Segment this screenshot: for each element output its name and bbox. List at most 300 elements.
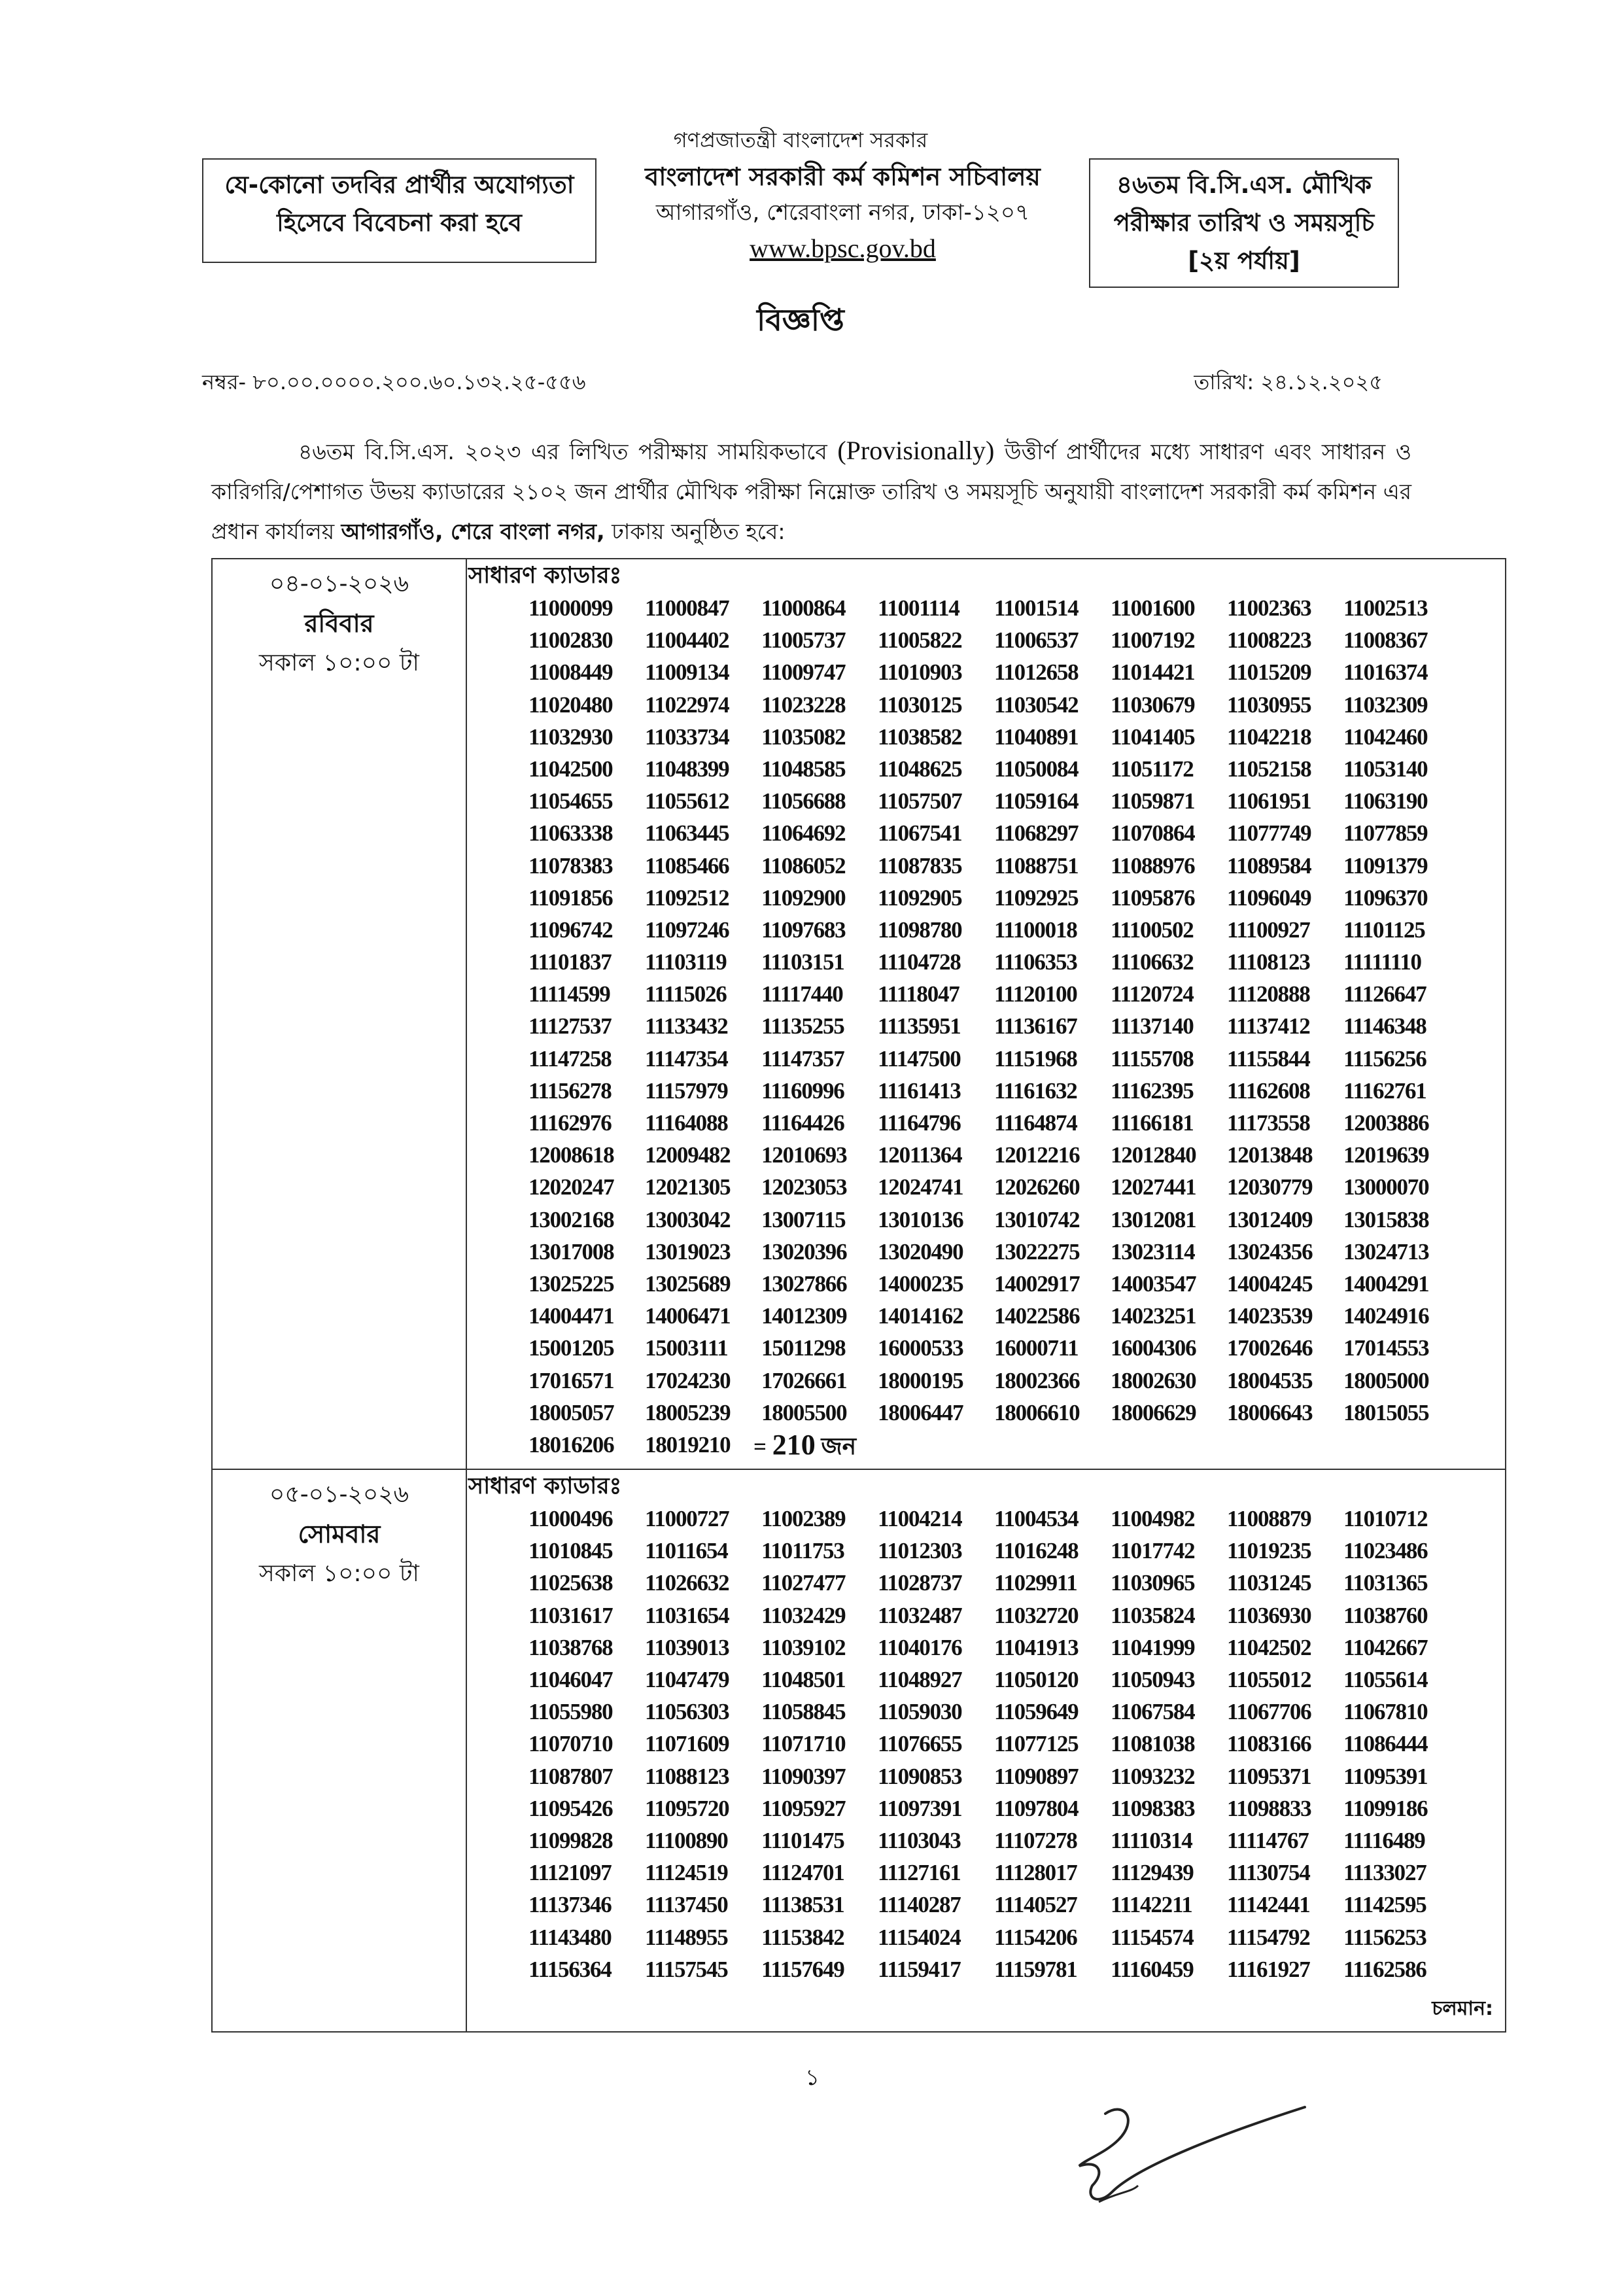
roll-number: 11064692 — [761, 820, 846, 847]
roll-number: 11156256 — [1343, 1045, 1426, 1072]
office-title: বাংলাদেশ সরকারী কর্ম কমিশন সচিবালয় — [645, 162, 1041, 191]
roll-number: 11017742 — [1111, 1538, 1195, 1564]
roll-grid-2 — [528, 1503, 1505, 1985]
roll-number: 11156278 — [528, 1077, 612, 1104]
roll-number: 11092905 — [878, 884, 962, 911]
roll-number: 14014162 — [878, 1303, 963, 1329]
roll-number: 14024916 — [1343, 1303, 1429, 1329]
roll-number: 11120724 — [1111, 981, 1194, 1007]
roll-number: 11117440 — [761, 981, 843, 1007]
roll-number: 17016571 — [528, 1367, 614, 1393]
roll-number: 11128017 — [994, 1860, 1077, 1886]
roll-number: 13017008 — [528, 1238, 614, 1265]
roll-number: 11100890 — [645, 1827, 728, 1853]
roll-number: 12026260 — [994, 1174, 1080, 1200]
roll-number: 15011298 — [761, 1335, 846, 1361]
roll-number: 11008223 — [1227, 627, 1311, 654]
schedule-slot-2-info — [213, 1470, 467, 2031]
roll-number: 11020480 — [528, 691, 613, 718]
total-unit: জন — [821, 1433, 857, 1460]
roll-number: 11032930 — [528, 724, 613, 750]
roll-number: 11031617 — [528, 1602, 613, 1628]
roll-number: 11092512 — [645, 884, 729, 911]
roll-number: 11070710 — [528, 1731, 613, 1757]
roll-number: 11035082 — [761, 724, 846, 750]
roll-number: 11090853 — [878, 1763, 962, 1789]
roll-number: 11008449 — [528, 659, 613, 686]
roll-number: 11157545 — [645, 1956, 728, 1982]
roll-number: 11104728 — [878, 949, 961, 975]
roll-number: 12012840 — [1111, 1142, 1196, 1168]
para-venue: আগারগাঁও, শেরে বাংলা নগর, — [341, 519, 605, 544]
roll-number: 12019639 — [1343, 1142, 1429, 1168]
roll-number: 13024356 — [1227, 1238, 1313, 1265]
roll-number: 11092900 — [761, 884, 846, 911]
roll-number: 11014421 — [1111, 659, 1195, 686]
roll-number: 11155844 — [1227, 1045, 1310, 1072]
roll-number: 11010903 — [878, 659, 962, 686]
roll-number: 11089584 — [1227, 852, 1311, 879]
roll-number: 11059871 — [1111, 788, 1195, 814]
roll-number: 11030542 — [994, 691, 1079, 718]
memo-row — [202, 366, 1383, 398]
roll-number: 17002646 — [1227, 1335, 1313, 1361]
roll-number: 11025638 — [528, 1570, 613, 1596]
roll-number: 11031245 — [1227, 1570, 1311, 1596]
roll-number: 11156253 — [1343, 1924, 1426, 1950]
roll-number: 11010845 — [528, 1538, 613, 1564]
roll-number: 11095876 — [1111, 884, 1195, 911]
roll-number: 11159417 — [878, 1956, 961, 1982]
roll-number: 11048399 — [645, 756, 729, 782]
roll-number: 11100502 — [1111, 917, 1194, 943]
roll-number: 11032429 — [761, 1602, 846, 1628]
signature — [1060, 2094, 1321, 2225]
roll-number: 11154792 — [1227, 1924, 1310, 1950]
roll-number: 11005737 — [761, 627, 846, 654]
roll-number: 11009747 — [761, 659, 846, 686]
roll-number: 13027866 — [761, 1270, 847, 1297]
roll-number: 11136167 — [994, 1013, 1077, 1039]
roll-number: 11032487 — [878, 1602, 962, 1628]
roll-number: 11055614 — [1343, 1667, 1428, 1692]
roll-number: 11085466 — [645, 852, 729, 879]
roll-number: 18002630 — [1111, 1367, 1196, 1393]
roll-number: 11011654 — [645, 1538, 728, 1564]
roll-number: 11099186 — [1343, 1795, 1428, 1821]
roll-number: 11162395 — [1111, 1077, 1194, 1104]
roll-number: 11096049 — [1227, 884, 1311, 911]
roll-number: 12023053 — [761, 1174, 847, 1200]
roll-number: 12013848 — [1227, 1142, 1313, 1168]
roll-number: 11055612 — [645, 788, 729, 814]
roll-number: 11120100 — [994, 981, 1077, 1007]
roll-number: 13002168 — [528, 1206, 614, 1232]
roll-number: 11097246 — [645, 917, 729, 943]
roll-number: 11166181 — [1111, 1110, 1194, 1136]
continued-label: চলমান: — [1432, 1997, 1493, 2020]
schedule-slot-1-rolls — [467, 559, 1505, 1469]
roll-number: 11157979 — [645, 1077, 728, 1104]
roll-number: 11001114 — [878, 595, 959, 621]
roll-number: 11005822 — [878, 627, 962, 654]
roll-number: 18006610 — [994, 1399, 1080, 1425]
roll-number: 11087835 — [878, 852, 962, 879]
roll-number: 11068297 — [994, 820, 1079, 847]
para-text-3: ঢাকায় অনুষ্ঠিত হবে: — [604, 519, 786, 544]
roll-number: 11019235 — [1227, 1538, 1311, 1564]
roll-number: 11090897 — [994, 1763, 1079, 1789]
roll-number: 11031654 — [645, 1602, 729, 1628]
roll-number: 11151968 — [994, 1045, 1077, 1072]
roll-number: 14012309 — [761, 1303, 847, 1329]
memo-number: নম্বর- ৮০.০০.০০০০.২০০.৬০.১৩২.২৫-৫৫৬ — [202, 370, 586, 394]
roll-number: 11126647 — [1343, 981, 1426, 1007]
warning-box — [202, 158, 596, 263]
roll-number: 14003547 — [1111, 1270, 1196, 1297]
roll-number: 11097804 — [994, 1795, 1079, 1821]
roll-number: 13010136 — [878, 1206, 963, 1232]
roll-number: 13019023 — [645, 1238, 731, 1265]
roll-number: 13012081 — [1111, 1206, 1196, 1232]
roll-number: 11095391 — [1343, 1763, 1428, 1789]
roll-number: 11071710 — [761, 1731, 846, 1757]
roll-number: 14004291 — [1343, 1270, 1429, 1297]
roll-number: 11142595 — [1343, 1892, 1426, 1918]
roll-number: 11039013 — [645, 1634, 729, 1660]
roll-number: 11100927 — [1227, 917, 1310, 943]
roll-number: 11004402 — [645, 627, 729, 654]
roll-number: 14004471 — [528, 1303, 614, 1329]
roll-number: 11077749 — [1227, 820, 1311, 847]
roll-number: 11077859 — [1343, 820, 1428, 847]
roll-number: 11107278 — [994, 1827, 1077, 1853]
roll-number: 11002363 — [1227, 595, 1311, 621]
roll-number: 11147500 — [878, 1045, 961, 1072]
roll-number: 11048625 — [878, 756, 962, 782]
roll-number: 11050120 — [994, 1667, 1079, 1692]
roll-number: 11103043 — [878, 1827, 961, 1853]
roll-number: 11040891 — [994, 724, 1079, 750]
roll-number: 14006471 — [645, 1303, 731, 1329]
roll-number: 12010693 — [761, 1142, 847, 1168]
roll-number: 11140287 — [878, 1892, 961, 1918]
roll-number: 11071609 — [645, 1731, 729, 1757]
roll-number: 11095371 — [1227, 1763, 1311, 1789]
cadre-heading: সাধারণ ক্যাডারঃ — [468, 1473, 622, 1500]
roll-number: 11031365 — [1343, 1570, 1428, 1596]
roll-number: 11022974 — [645, 691, 729, 718]
roll-number: 13007115 — [761, 1206, 846, 1232]
para-text-1: ৪৬তম বি.সি.এস. ২০২৩ এর লিখিত পরীক্ষায় সাময়িকভাবে — [298, 439, 838, 464]
roll-number: 11052158 — [1227, 756, 1311, 782]
roll-number: 11156364 — [528, 1956, 612, 1982]
roll-number: 13020396 — [761, 1238, 847, 1265]
roll-number: 11114599 — [528, 981, 610, 1007]
roll-number: 11000496 — [528, 1506, 613, 1532]
roll-number: 11070864 — [1111, 820, 1195, 847]
roll-number: 13025689 — [645, 1270, 731, 1297]
roll-number: 11148955 — [645, 1924, 728, 1950]
roll-number: 11078383 — [528, 852, 613, 879]
roll-number: 11101837 — [528, 949, 612, 975]
slot-date: ০৪-০১-২০২৬ — [269, 570, 409, 597]
roll-number: 11138531 — [761, 1892, 844, 1918]
schedule-row-2 — [213, 1469, 1505, 2031]
roll-number: 18006629 — [1111, 1399, 1196, 1425]
roll-number: 11159781 — [994, 1956, 1077, 1982]
roll-number: 11051172 — [1111, 756, 1194, 782]
roll-number: 11142211 — [1111, 1892, 1192, 1918]
roll-number: 11086052 — [761, 852, 846, 879]
roll-number: 11120888 — [1227, 981, 1310, 1007]
roll-number: 18005057 — [528, 1399, 614, 1425]
roll-number: 18019210 — [645, 1431, 731, 1458]
roll-number: 11108123 — [1227, 949, 1310, 975]
roll-number: 11063190 — [1343, 788, 1428, 814]
exam-title-line-1: ৪৬তম বি.সি.এস. মৌখিক — [1116, 171, 1372, 199]
roll-number: 11042218 — [1227, 724, 1311, 750]
website-link[interactable]: www.bpsc.gov.bd — [750, 234, 936, 263]
roll-number: 11030965 — [1111, 1570, 1195, 1596]
roll-number: 11146348 — [1343, 1013, 1426, 1039]
exam-title-box — [1089, 158, 1399, 288]
roll-number: 11040176 — [878, 1634, 962, 1660]
roll-number: 14002917 — [994, 1270, 1080, 1297]
roll-number: 11133027 — [1343, 1860, 1426, 1886]
roll-number: 11077125 — [994, 1731, 1079, 1757]
roll-number: 11056688 — [761, 788, 846, 814]
roll-number: 11098383 — [1111, 1795, 1195, 1821]
roll-number: 11000727 — [645, 1506, 729, 1532]
roll-number: 11088123 — [645, 1763, 729, 1789]
roll-number: 12027441 — [1111, 1174, 1196, 1200]
cadre-heading: সাধারণ ক্যাডারঃ — [468, 563, 622, 589]
roll-number: 11023486 — [1343, 1538, 1428, 1564]
roll-number: 11091379 — [1343, 852, 1428, 879]
roll-number: 11147357 — [761, 1045, 844, 1072]
roll-number: 11164426 — [761, 1110, 844, 1136]
roll-number: 14023251 — [1111, 1303, 1196, 1329]
roll-number: 11055980 — [528, 1699, 613, 1725]
roll-number: 11091856 — [528, 884, 613, 911]
roll-number: 11023228 — [761, 691, 846, 718]
roll-number: 11076655 — [878, 1731, 962, 1757]
roll-number: 11059649 — [994, 1699, 1079, 1725]
roll-number: 11035824 — [1111, 1602, 1195, 1628]
roll-number: 13012409 — [1227, 1206, 1313, 1232]
roll-grid-1 — [528, 592, 1505, 1461]
roll-number: 11010712 — [1343, 1506, 1428, 1532]
roll-number: 11133432 — [645, 1013, 728, 1039]
roll-number: 11059164 — [994, 788, 1079, 814]
roll-number: 11110314 — [1111, 1827, 1192, 1853]
roll-number: 11026632 — [645, 1570, 729, 1596]
roll-number: 11147354 — [645, 1045, 728, 1072]
roll-number: 11011753 — [761, 1538, 844, 1564]
roll-number: 11000099 — [528, 595, 613, 621]
roll-number: 11038768 — [528, 1634, 613, 1660]
roll-number: 11063445 — [645, 820, 729, 847]
roll-number: 11127161 — [878, 1860, 961, 1886]
roll-number: 11154574 — [1111, 1924, 1194, 1950]
exam-phase: [২য় পর্যায়] — [1188, 247, 1300, 275]
roll-number: 14023539 — [1227, 1303, 1313, 1329]
schedule-slot-1-info — [213, 559, 467, 1469]
roll-number: 11067706 — [1227, 1699, 1311, 1725]
roll-number: 11030125 — [878, 691, 962, 718]
roll-number: 11038760 — [1343, 1602, 1428, 1628]
letterhead — [202, 158, 1399, 288]
roll-number: 11004534 — [994, 1506, 1079, 1532]
government-name: গণপ্রজাতন্ত্রী বাংলাদেশ সরকার — [673, 128, 928, 152]
roll-number: 11164088 — [645, 1110, 728, 1136]
roll-number: 11160996 — [761, 1077, 844, 1104]
para-text-2: উত্তীর্ণ প্রার্থীদের মধ্যে সাধারণ এবং সাধারন ও কারিগরি/পেশাগত উভয় ক্যাডারের ২১০২ জন প্রার্থীর মৌখিক পরীক্ষা নিম্নোক্ত তারিখ ও সময়সূচি অনুযায়ী বাংলাদেশ সরকারী কর্ম কমিশন এর প্রধান কার্যালয় — [211, 439, 1411, 544]
roll-number: 14022586 — [994, 1303, 1080, 1329]
roll-number: 11153842 — [761, 1924, 844, 1950]
roll-number: 17014553 — [1343, 1335, 1429, 1361]
roll-number: 18015055 — [1343, 1399, 1429, 1425]
roll-number: 11116489 — [1343, 1827, 1425, 1853]
roll-number: 11001514 — [994, 595, 1079, 621]
roll-number: 11103119 — [645, 949, 727, 975]
roll-number: 11088751 — [994, 852, 1079, 879]
roll-number: 11012303 — [878, 1538, 962, 1564]
roll-number: 11173558 — [1227, 1110, 1310, 1136]
roll-number: 13000070 — [1343, 1174, 1429, 1200]
roll-number: 11157649 — [761, 1956, 844, 1982]
roll-number: 11042500 — [528, 756, 613, 782]
roll-number: 12009482 — [645, 1142, 731, 1168]
roll-number: 11137346 — [528, 1892, 612, 1918]
roll-number: 17024230 — [645, 1367, 731, 1393]
roll-number: 11098780 — [878, 917, 962, 943]
page-number: ১ — [804, 2064, 820, 2091]
roll-number: 11098833 — [1227, 1795, 1311, 1821]
roll-number: 11058845 — [761, 1699, 846, 1725]
roll-number: 11114767 — [1227, 1827, 1309, 1853]
roll-number: 11162586 — [1343, 1956, 1426, 1982]
roll-number: 11029911 — [994, 1570, 1077, 1596]
roll-number: 11000864 — [761, 595, 846, 621]
roll-number: 11097391 — [878, 1795, 962, 1821]
roll-number: 12030779 — [1227, 1174, 1313, 1200]
roll-number: 15001205 — [528, 1335, 614, 1361]
roll-number: 11155708 — [1111, 1045, 1194, 1072]
roll-number: 12021305 — [645, 1174, 731, 1200]
roll-number: 13022275 — [994, 1238, 1080, 1265]
roll-number: 11160459 — [1111, 1956, 1194, 1982]
roll-number: 11042502 — [1227, 1634, 1311, 1660]
roll-number: 11130754 — [1227, 1860, 1310, 1886]
roll-number: 11137140 — [1111, 1013, 1194, 1039]
roll-number: 11090397 — [761, 1763, 846, 1789]
roll-number: 11048585 — [761, 756, 846, 782]
roll-number: 11154206 — [994, 1924, 1077, 1950]
roll-number: 18006447 — [878, 1399, 963, 1425]
roll-number: 14000235 — [878, 1270, 963, 1297]
roll-number: 11103151 — [761, 949, 844, 975]
roll-number: 11038582 — [878, 724, 962, 750]
roll-number: 11092925 — [994, 884, 1079, 911]
roll-number: 11106353 — [994, 949, 1077, 975]
roll-number: 11127537 — [528, 1013, 612, 1039]
roll-number: 11124519 — [645, 1860, 728, 1886]
roll-number: 18000195 — [878, 1367, 963, 1393]
roll-number: 11016374 — [1343, 659, 1428, 686]
roll-number: 11093232 — [1111, 1763, 1195, 1789]
roll-number: 15003111 — [645, 1335, 728, 1361]
roll-number: 11042460 — [1343, 724, 1428, 750]
roll-number: 11100018 — [994, 917, 1077, 943]
roll-number: 11137450 — [645, 1892, 728, 1918]
roll-number: 11048927 — [878, 1667, 962, 1692]
roll-number: 11036930 — [1227, 1602, 1311, 1628]
slot-time: সকাল ১০:০০ টা — [259, 1560, 419, 1588]
roll-number: 12008618 — [528, 1142, 614, 1168]
para-english: (Provisionally) — [837, 436, 995, 465]
roll-number: 11137412 — [1227, 1013, 1310, 1039]
roll-number: 11050084 — [994, 756, 1079, 782]
roll-number: 18006643 — [1227, 1399, 1313, 1425]
roll-number: 17026661 — [761, 1367, 847, 1393]
roll-number: 11088976 — [1111, 852, 1195, 879]
roll-number: 11046047 — [528, 1667, 613, 1692]
roll-number: 11008367 — [1343, 627, 1428, 654]
roll-number: 11162761 — [1343, 1077, 1426, 1104]
roll-number: 11095927 — [761, 1795, 846, 1821]
roll-number: 11006537 — [994, 627, 1079, 654]
roll-number: 11067810 — [1343, 1699, 1428, 1725]
roll-number: 18002366 — [994, 1367, 1080, 1393]
roll-number: 11050943 — [1111, 1667, 1195, 1692]
roll-number: 11054655 — [528, 788, 613, 814]
roll-number: 11056303 — [645, 1699, 729, 1725]
roll-number: 11106632 — [1111, 949, 1194, 975]
roll-number: 11016248 — [994, 1538, 1079, 1564]
roll-number: 11041913 — [994, 1634, 1079, 1660]
roll-number: 11041405 — [1111, 724, 1195, 750]
roll-number: 11161413 — [878, 1077, 961, 1104]
roll-number: 11001600 — [1111, 595, 1195, 621]
roll-number: 11030955 — [1227, 691, 1311, 718]
roll-number: 11129439 — [1111, 1860, 1194, 1886]
warning-line-1: যে-কোনো তদবির প্রার্থীর অযোগ্যতা — [224, 171, 574, 199]
schedule-table — [211, 558, 1506, 2033]
roll-number: 13003042 — [645, 1206, 731, 1232]
roll-number: 11118047 — [878, 981, 959, 1007]
roll-number: 13020490 — [878, 1238, 963, 1265]
roll-number: 11067541 — [878, 820, 962, 847]
roll-number: 12020247 — [528, 1174, 614, 1200]
roll-number: 11047479 — [645, 1667, 729, 1692]
warning-line-2: হিসেবে বিবেচনা করা হবে — [277, 209, 522, 237]
roll-number: 11087807 — [528, 1763, 613, 1789]
roll-number: 11101475 — [761, 1827, 844, 1853]
roll-number: 11086444 — [1343, 1731, 1428, 1757]
roll-number: 11161632 — [994, 1077, 1077, 1104]
roll-number: 11002830 — [528, 627, 613, 654]
roll-number: 11095426 — [528, 1795, 613, 1821]
roll-number: 11121097 — [528, 1860, 612, 1886]
roll-number: 11097683 — [761, 917, 846, 943]
roll-number: 11147258 — [528, 1045, 612, 1072]
slot-day: রবিবার — [304, 609, 374, 638]
notice-date: তারিখ: ২৪.১২.২০২৫ — [1194, 370, 1383, 394]
roll-number: 11015209 — [1227, 659, 1311, 686]
roll-number: 11142441 — [1227, 1892, 1310, 1918]
